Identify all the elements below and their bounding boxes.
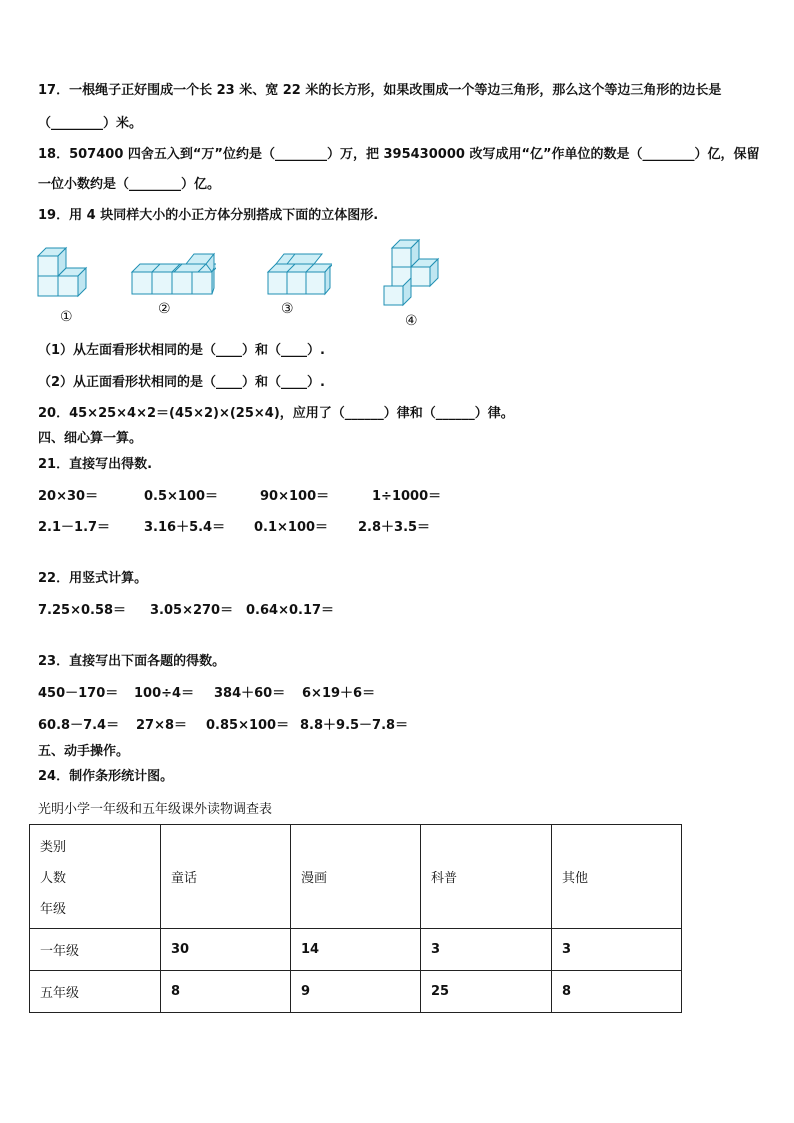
- cube-figure-2: [130, 250, 216, 298]
- figure-label-3: ③: [281, 301, 294, 317]
- q19-title: 19．用 4 块同样大小的小正方体分别搭成下面的立体图形.: [38, 208, 379, 223]
- section-5-heading: 五、动手操作。: [38, 744, 130, 759]
- table-cell: 8: [161, 971, 291, 1013]
- calc-item: 3.05×270＝: [150, 603, 234, 618]
- calc-item: 450－170＝: [38, 686, 119, 701]
- calc-item: 7.25×0.58＝: [38, 603, 127, 618]
- calc-item: 2.8＋3.5＝: [358, 520, 431, 535]
- figure-label-1: ①: [60, 309, 73, 325]
- table-cell: 3: [552, 929, 682, 971]
- table-title: 光明小学一年级和五年级课外读物调查表: [38, 802, 273, 817]
- column-header: 童话: [161, 825, 291, 929]
- calc-item: 20×30＝: [38, 489, 99, 504]
- header-count-label: 人数: [40, 871, 67, 886]
- q17-line1: 17．一根绳子正好围成一个长 23 米、宽 22 米的长方形，如果改围成一个等边三角形，那么这个等边三角形的边长是: [38, 83, 722, 98]
- table-cell: 14: [291, 929, 421, 971]
- q22-title: 22．用竖式计算。: [38, 571, 148, 586]
- table-cell: 30: [161, 929, 291, 971]
- calc-item: 90×100＝: [260, 489, 330, 504]
- figure-label-4: ④: [405, 313, 418, 329]
- calc-item: 2.1－1.7＝: [38, 520, 111, 535]
- q17-line2: （________）米。: [38, 116, 143, 131]
- q19-sub1: （1）从左面看形状相同的是（____）和（____）.: [38, 343, 325, 358]
- table-cell: 9: [291, 971, 421, 1013]
- row-grade-label: 一年级: [30, 929, 161, 971]
- calc-item: 8.8＋9.5－7.8＝: [300, 718, 409, 733]
- row-grade-label: 五年级: [30, 971, 161, 1013]
- table-cell: 8: [552, 971, 682, 1013]
- column-header: 科普: [421, 825, 552, 929]
- q23-title: 23．直接写出下面各题的得数。: [38, 654, 226, 669]
- survey-table: [29, 824, 682, 1013]
- q24-title: 24．制作条形统计图。: [38, 769, 174, 784]
- figure-label-2: ②: [158, 301, 171, 317]
- column-header: 漫画: [291, 825, 421, 929]
- header-category-label: 类别: [40, 840, 67, 855]
- calc-item: 60.8－7.4＝: [38, 718, 120, 733]
- diagonal-header-cell: [30, 825, 161, 929]
- header-grade-label: 年级: [40, 902, 67, 917]
- q19-sub2: （2）从正面看形状相同的是（____）和（____）.: [38, 375, 325, 390]
- calc-item: 27×8＝: [136, 718, 188, 733]
- calc-item: 1÷1000＝: [372, 489, 442, 504]
- calc-item: 6×19＋6＝: [302, 686, 376, 701]
- calc-item: 0.5×100＝: [144, 489, 219, 504]
- section-4-heading: 四、细心算一算。: [38, 431, 143, 446]
- calc-item: 0.64×0.17＝: [246, 603, 335, 618]
- cube-figure-3: [266, 250, 332, 298]
- calc-item: 3.16＋5.4＝: [144, 520, 226, 535]
- q20: 20．45×25×4×2＝(45×2)×(25×4)，应用了（______）律和（______）律。: [38, 406, 514, 421]
- column-header: 其他: [552, 825, 682, 929]
- cube-figure-4: [382, 238, 444, 308]
- q18-line1: 18．507400 四舍五入到“万”位约是（________）万，把 395430000 改写成用“亿”作单位的数是（________）亿，保留: [38, 147, 760, 162]
- calc-item: 0.85×100＝: [206, 718, 290, 733]
- calc-item: 100÷4＝: [134, 686, 195, 701]
- cube-figure-1: [36, 240, 100, 300]
- table-cell: 25: [421, 971, 552, 1013]
- calc-item: 0.1×100＝: [254, 520, 329, 535]
- calc-item: 384＋60＝: [214, 686, 286, 701]
- table-cell: 3: [421, 929, 552, 971]
- q18-line2: 一位小数约是（________）亿。: [38, 177, 221, 192]
- q21-title: 21．直接写出得数.: [38, 457, 153, 472]
